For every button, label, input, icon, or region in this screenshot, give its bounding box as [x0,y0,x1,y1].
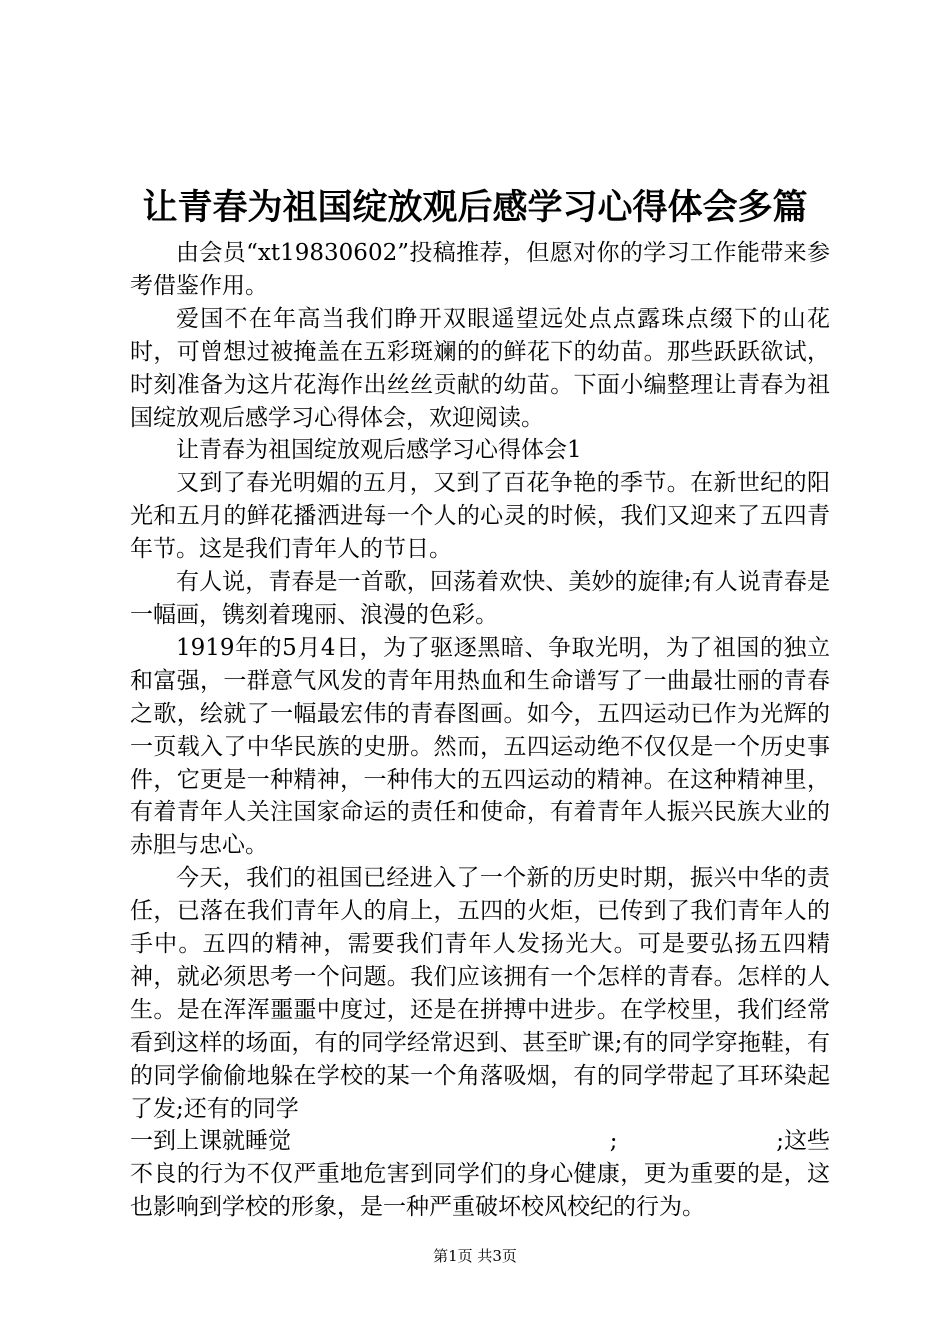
gap-line-seg3: ;这些 [776,1128,830,1155]
section-heading: 让青春为祖国绽放观后感学习心得体会1 [176,437,582,464]
paragraph-intro: 由会员“xt19830602”投稿推荐，但愿对你的学习工作能带来参考借鉴作用。 [130,240,830,299]
paragraph-youth-song: 有人说，青春是一首歌，回荡着欢快、美妙的旋律;有人说青春是一幅画，镌刻着瑰丽、浪漫的色彩。 [130,569,830,628]
gap-line [130,1125,830,1158]
paragraph-today-tail: 不良的行为不仅严重地危害到同学们的身心健康，更为重要的是，这也影响到学校的形象，是一种严重破坏校风校纪的行为。 [130,1161,830,1221]
document-body [130,237,830,1224]
gap-line-seg2: ; [609,1128,618,1155]
document-title: 让青春为祖国绽放观后感学习心得体会多篇 [142,187,808,228]
paragraph-may: 又到了春光明媚的五月，又到了百花争艳的季节。在新世纪的阳光和五月的鲜花播洒进每一个人的心灵的时候，我们又迎来了五四青年节。这是我们青年人的节日。 [130,470,830,563]
paragraph-1919: 1919年的5月4日，为了驱逐黑暗、争取光明，为了祖国的独立和富强，一群意气风发的青年用热血和生命谱写了一曲最壮丽的青春之歌，绘就了一幅最宏伟的青春图画。如今，五四运动已作为光辉的一页载入了中华民族的史册。然而，五四运动绝不仅仅是一个历史事件，它更是一种精神，一种伟大的五四运动的精神。在这种精神里，有着青年人关注国家命运的责任和使命，有着青年人振兴民族大业的赤胆与忠心。 [130,634,830,859]
paragraph-today-lead: 今天，我们的祖国已经进入了一个新的历史时期，振兴中华的责任，已落在我们青年人的肩上，五四的火炬，已传到了我们青年人的手中。五四的精神，需要我们青年人发扬光大。可是要弘扬五四精神，就必须思考一个问题。我们应该拥有一个怎样的青春。怎样的人生。是在浑浑噩噩中度过，还是在拼搏中进步。在学校里，我们经常看到这样的场面，有的同学经常迟到、甚至旷课;有的同学穿拖鞋，有的同学偷偷地躲在学校的某一个角落吸烟，有的同学带起了耳环染起了发;还有的同学 [130,865,830,1122]
paragraph-today [130,862,830,1125]
paragraph-patriotism: 爱国不在年高当我们睁开双眼遥望远处点点露珠点缀下的山花时，可曾想过被掩盖在五彩斑斓的的鲜花下的幼苗。那些跃跃欲试，时刻准备为这片花海作出丝丝贡献的幼苗。下面小编整理让青春为祖国绽放观后感学习心得体会，欢迎阅读。 [130,305,830,431]
page-footer: 第1页 共3页 [433,1247,517,1265]
gap-line-seg1: 一到上课就睡觉 [130,1128,291,1155]
